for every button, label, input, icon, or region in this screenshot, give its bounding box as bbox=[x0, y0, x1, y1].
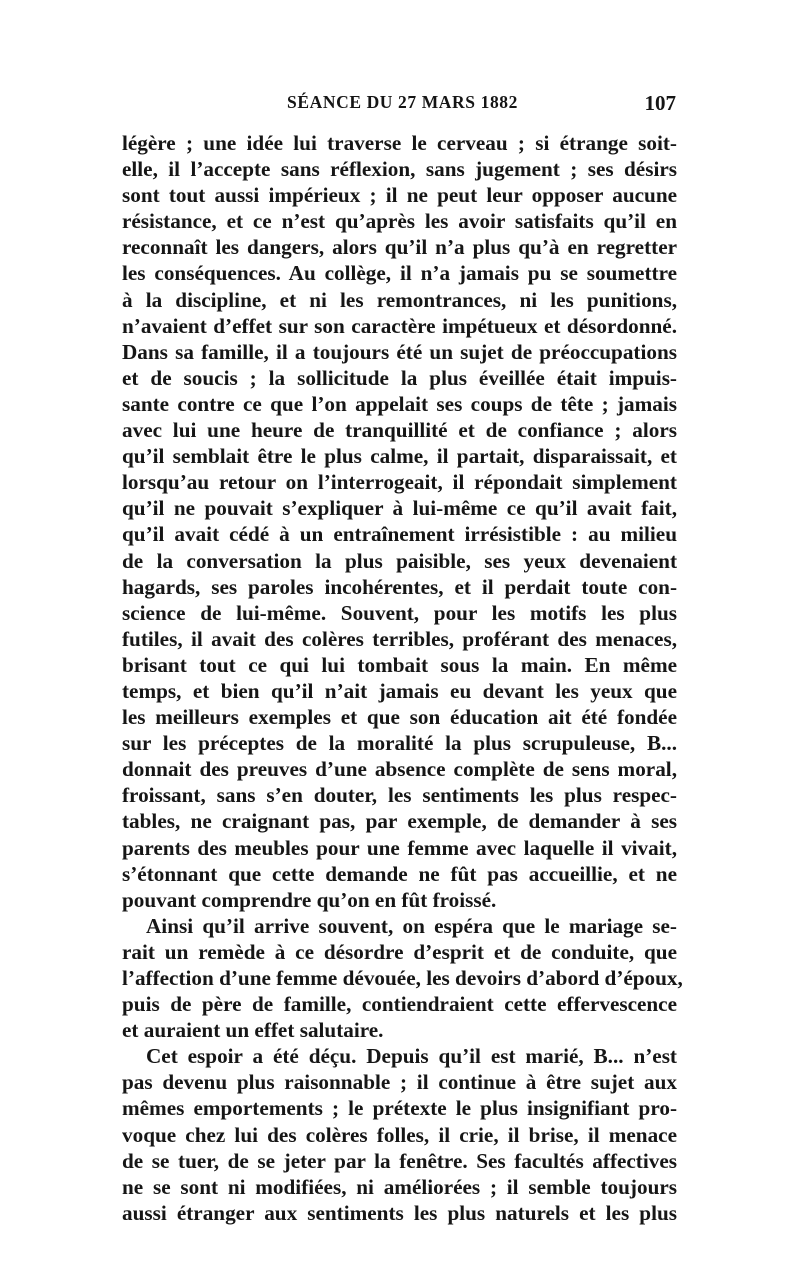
text-line: tables, ne craignant pas, par exemple, de demander à ses bbox=[122, 809, 677, 834]
running-title: SÉANCE DU 27 MARS 1882 bbox=[287, 92, 518, 112]
text-line: n’avaient d’effet sur son caractère impétueux et désordonné. bbox=[122, 313, 677, 338]
text-line: Ainsi qu’il arrive souvent, on espéra que le mariage se- bbox=[146, 913, 677, 938]
text-line: résistance, et ce n’est qu’après les avoir satisfaits qu’il en bbox=[122, 209, 677, 234]
text-line: pouvant comprendre qu’on en fût froissé. bbox=[122, 887, 497, 912]
text-line: Cet espoir a été déçu. Depuis qu’il est marié, B... n’est bbox=[146, 1044, 677, 1069]
text-line: qu’il avait cédé à un entraînement irrésistible : au milieu bbox=[122, 522, 677, 547]
text-line: temps, et bien qu’il n’ait jamais eu devant les yeux que bbox=[122, 678, 677, 703]
text-line: sont tout aussi impérieux ; il ne peut leur opposer aucune bbox=[122, 183, 677, 208]
text-line: légère ; une idée lui traverse le cerveau ; si étrange soit- bbox=[122, 131, 677, 155]
text-line: donnait des preuves d’une absence complète de sens moral, bbox=[122, 757, 677, 782]
text-line: et auraient un effet salutaire. bbox=[122, 1018, 384, 1043]
text-line: ne se sont ni modifiées, ni améliorées ; il semble toujours bbox=[122, 1174, 677, 1199]
text-line: sante contre ce que l’on appelait ses coups de tête ; jamais bbox=[122, 391, 677, 416]
text-line: l’affection d’une femme dévouée, les devoirs d’abord d’époux, bbox=[122, 966, 683, 990]
page-number: 107 bbox=[644, 91, 676, 115]
text-line: aussi étranger aux sentiments les plus naturels et les plus bbox=[122, 1200, 677, 1225]
text-line: elle, il l’accepte sans réflexion, sans jugement ; ses désirs bbox=[122, 157, 677, 182]
text-line: qu’il ne pouvait s’expliquer à lui-même ce qu’il avait fait, bbox=[122, 496, 677, 521]
text-line: science de lui-même. Souvent, pour les motifs les plus bbox=[122, 600, 677, 625]
text-line: pas devenu plus raisonnable ; il continue à être sujet aux bbox=[122, 1070, 677, 1095]
text-line: qu’il semblait être le plus calme, il partait, disparaissait, et bbox=[122, 444, 677, 469]
text-line: de la conversation la plus paisible, ses yeux devenaient bbox=[122, 548, 677, 573]
text-line: sur les préceptes de la moralité la plus scrupuleuse, B... bbox=[122, 731, 677, 756]
text-line: les conséquences. Au collège, il n’a jamais pu se soumettre bbox=[122, 261, 677, 286]
text-line: parents des meubles pour une femme avec laquelle il vivait, bbox=[122, 835, 677, 860]
text-line: avec lui une heure de tranquillité et de confiance ; alors bbox=[122, 418, 677, 443]
text-line: reconnaît les dangers, alors qu’il n’a plus qu’à en regretter bbox=[122, 235, 677, 260]
text-line: et de soucis ; la sollicitude la plus éveillée était impuis- bbox=[122, 365, 677, 390]
text-line: hagards, ses paroles incohérentes, et il perdait toute con- bbox=[122, 574, 677, 599]
body-text bbox=[122, 130, 683, 1226]
text-line: froissant, sans s’en douter, les sentiments les plus respec- bbox=[122, 783, 677, 808]
text-line: les meilleurs exemples et que son éducation ait été fondée bbox=[122, 705, 677, 730]
text-line: s’étonnant que cette demande ne fût pas accueillie, et ne bbox=[122, 861, 677, 886]
text-line: à la discipline, et ni les remontrances, ni les punitions, bbox=[122, 287, 677, 312]
text-line: futiles, il avait des colères terribles, proférant des menaces, bbox=[122, 626, 677, 651]
text-line: puis de père de famille, contiendraient cette effervescence bbox=[122, 992, 677, 1017]
text-line: de se tuer, de se jeter par la fenêtre. Ses facultés affectives bbox=[122, 1148, 677, 1173]
running-head bbox=[122, 92, 676, 118]
text-line: rait un remède à ce désordre d’esprit et de conduite, que bbox=[122, 939, 677, 964]
text-line: brisant tout ce qui lui tombait sous la main. En même bbox=[122, 652, 677, 677]
text-line: mêmes emportements ; le prétexte le plus insignifiant pro- bbox=[122, 1096, 677, 1121]
text-line: lorsqu’au retour on l’interrogeait, il répondait simplement bbox=[122, 470, 677, 495]
text-line: voque chez lui des colères folles, il crie, il brise, il menace bbox=[122, 1122, 677, 1147]
text-line: Dans sa famille, il a toujours été un sujet de préoccupations bbox=[122, 339, 677, 364]
